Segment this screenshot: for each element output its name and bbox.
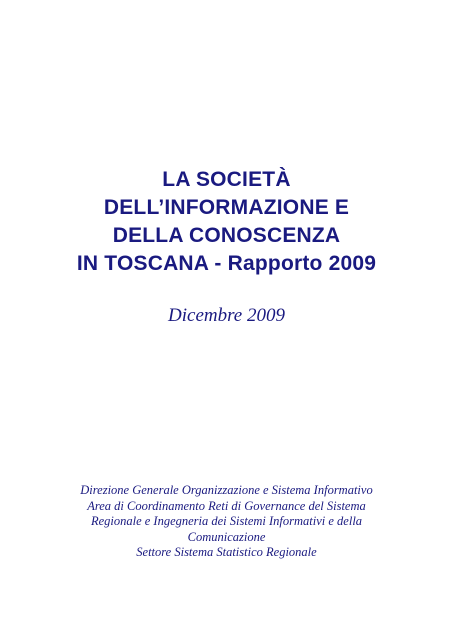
title-line: DELL’INFORMAZIONE E [103,196,350,219]
department-line: Comunicazione [187,529,266,544]
department-info [0,483,453,561]
department-line: Regionale e Ingegneria dei Sistemi Informativi e della [90,514,363,528]
department-line: Direzione Generale Organizzazione e Sistema Informativo [80,483,373,497]
department-line: Settore Sistema Statistico Regionale [136,545,317,559]
title-line: DELLA CONOSCENZA [112,224,341,247]
department-line: Area di Coordinamento Reti di Governance del Sistema [87,498,366,513]
report-date: Dicembre 2009 [168,305,285,326]
report-title [0,166,453,278]
title-line: LA SOCIETÀ [162,168,291,191]
title-line: IN TOSCANA - Rapporto 2009 [76,252,377,275]
